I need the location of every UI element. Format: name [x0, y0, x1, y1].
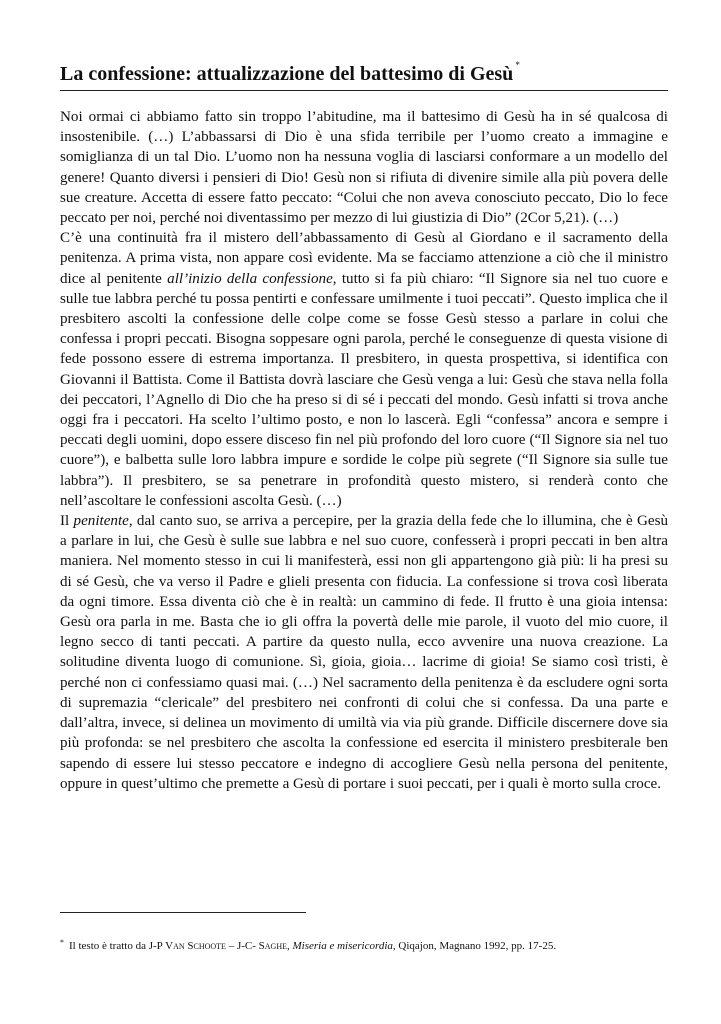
footnote-separator: – J-C- [225, 940, 259, 952]
paragraph-1: Noi ormai ci abbiamo fatto sin troppo l’abitudine, ma il battesimo di Gesù ha in sé qualcosa di insostenibile. (…) L’abbassarsi di Dio è una sfida terribile per l’uomo creato a immagine e somiglianza di un tal Dio. L’uomo non ha nessuna voglia di lasciarsi conformare a un modello del genere! Quanto diversi i pensieri di Dio! Gesù non si rifiuta di divenire simile alla più povera delle sue creature. Accetta di essere fatto peccato: “Colui che non aveva conosciuto peccato, Dio lo fece peccato per noi, perché noi diventassimo per mezzo di lui giustizia di Dio” (2Cor 5,21). (…) [60, 109, 668, 227]
footnote-author-1: Van Schoote [165, 940, 226, 952]
footnote-marker: * [60, 938, 64, 947]
paragraph-3 [60, 511, 668, 794]
paragraph-3-lead: Il [60, 513, 74, 530]
footnote-lead: Il testo è tratto da J-P [69, 940, 166, 952]
page-title [60, 52, 668, 87]
footnote-rest: , Qiqajon, Magnano 1992, pp. 17-25. [392, 940, 557, 952]
paragraph-2-after: , tutto si fa più chiaro: “Il Signore sia nel tuo cuore e sulle tue labbra perché tu possa pentirti e confessare umilmente i tuoi peccati”. Questo implica che il presbitero ascolti la confessione delle colpe come se fosse Gesù stesso a parlare in colui che confessa i propri peccati. Bisogna soppesare ogni parola, perché le conseguenze di questa visione di fede possono essere di estrema importanza. Il presbitero, in questa prospettiva, si identifica con Giovanni il Battista. Come il Battista dovrà lasciare che Gesù venga a lui: Gesù che stava nella folla dei peccatori, l’Agnello di Dio che ha preso si di sé i peccati del mondo. Gesù infatti si trova anche oggi fra i peccatori. Ha scelto l’ultimo posto, e non lo lascerà. Egli “confessa” ancora e sempre i peccati degli uomini, dopo essere disceso fin nel più profondo del loro cuore (“Il Signore sia nel tuo cuore”), e balbetta sulle loro labbra impure e sordide le colpe più segrete (“Il Signore sia sulle tue labbra”). Il presbitero, se sa penetrare in profondità questo mistero, si renderà conto che nell’ascoltare le confessioni ascolta Gesù. (…) [60, 270, 668, 509]
paragraph-2 [60, 228, 668, 511]
title-row [60, 52, 668, 91]
title-text: La confessione: attualizzazione del battesimo di Gesù [60, 63, 514, 85]
footnote-divider [60, 912, 306, 913]
paragraph-2-italic: all’inizio della confessione [167, 270, 333, 287]
footnote [60, 936, 668, 953]
footnote-author-2: Saghe [258, 940, 287, 952]
paragraph-3-after: , dal canto suo, se arriva a percepire, per la grazia della fede che lo illumina, che è Gesù a parlare in lui, che Gesù è sulle sue labbra e nel suo cuore, confesserà i propri peccati in ben altra maniera. Nel momento stesso in cui li manifesterà, essi non gli appartengono già più: li ha presi su di sé Gesù, che va verso il Padre e glieli presenta con fiducia. La confessione si trova così liberata da ogni timore. Essa diventa ciò che è in realtà: un cammino di fede. Il frutto è una gioia intensa: Gesù ora parla in me. Basta che io gli offra la povertà delle mie parole, il vuoto del mio cuore, il legno secco di tanti peccati. A partire da questo nulla, ecco avvenire una nuova creazione. La solitudine diventa luogo di comunione. Sì, gioia, gioia… lacrime di gioia! Se siamo così tristi, è perché non ci confessiamo quasi mai. (…) Nel sacramento della penitenza è da escludere ogni sorta di supremazia “clericale” del presbitero nei confronti di colui che si confessa. Da una parte e dall’altra, invece, si delinea un movimento di umiltà via via più grande. Difficile discernere dove sia più profonda: se nel presbitero che ascolta la confessione ed esercita il ministero presbiterale ben sapendo di essere lui stesso peccatore e indegno di accogliere Gesù nella persona del penitente, oppure in quest’ultimo che premette a Gesù di portare i suoi peccati, per i quali è morto sulla croce. [60, 513, 668, 792]
paragraph-3-italic: penitente [73, 513, 129, 530]
footnote-comma: , [287, 940, 293, 952]
title-footnote-marker: * [515, 60, 520, 70]
document-body [60, 107, 668, 794]
footnote-book-title: Miseria e misericordia [292, 940, 393, 952]
paragraph-2-before: C’è una continuità fra il mistero dell’abbassamento di Gesù al Giordano e il sacramento della penitenza. A prima vista, non appare così evidente. Ma se facciamo attenzione a ciò che il ministro dice al penitente [60, 230, 668, 287]
document-page [60, 52, 668, 794]
